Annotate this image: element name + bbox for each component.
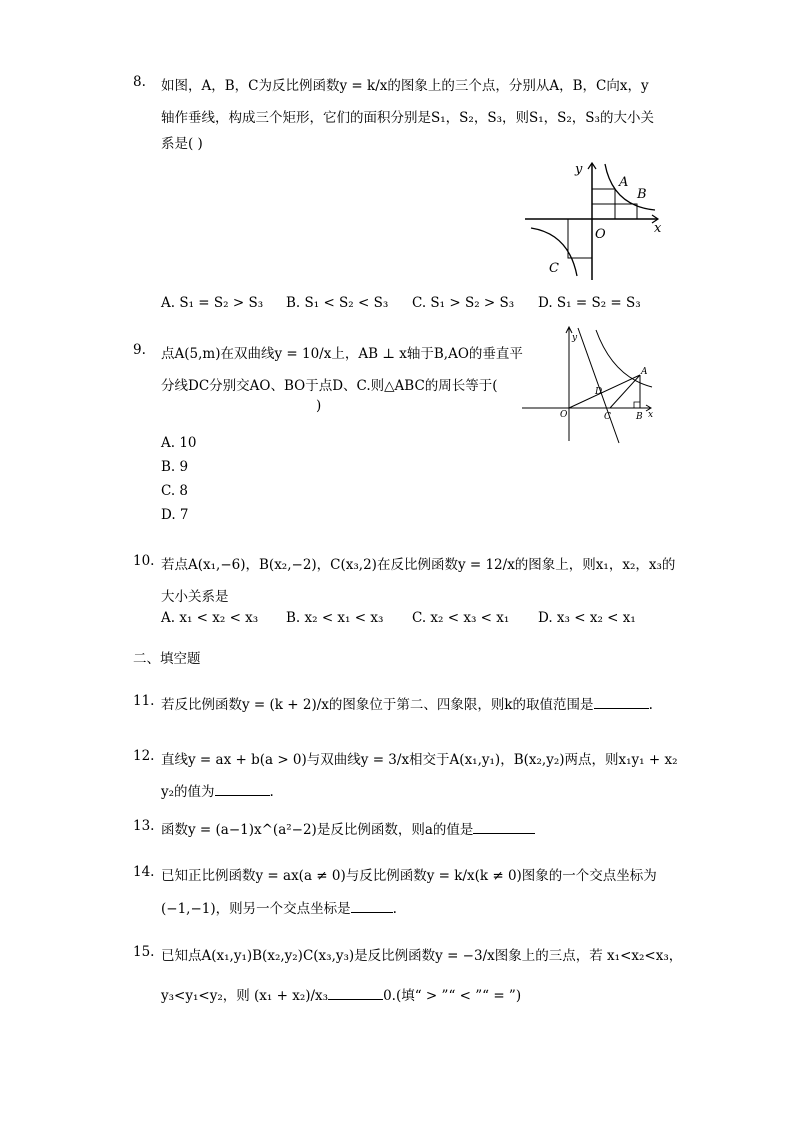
- option-a: A. S₁ = S₂ > S₃: [161, 295, 264, 311]
- question-number: 15.: [133, 944, 155, 960]
- question-text-line-2: 分线DC分别交AO、BO于点D、C.则△ABC的周长等于(: [161, 378, 498, 394]
- question-text-end: .: [392, 901, 397, 917]
- question-text-line-1: [161, 818, 535, 838]
- option-d: D. S₁ = S₂ = S₃: [538, 295, 641, 311]
- answer-blank[interactable]: [351, 900, 393, 913]
- question-text-line-1: 若点A(x₁,−6)，B(x₂,−2)，C(x₃,2)在反比例函数y = 12/x的图象上，则x₁，x₂，x₃的: [161, 557, 676, 573]
- fig-label-y: y: [572, 333, 578, 343]
- answer-blank[interactable]: [328, 987, 383, 1000]
- option-c: C. 8: [161, 483, 189, 499]
- question-number: 11.: [133, 693, 155, 709]
- fig-label-x: x: [654, 221, 662, 236]
- option-c: C. S₁ > S₂ > S₃: [412, 295, 515, 311]
- question-text-line-2: [161, 984, 521, 1004]
- question-text-line-2: [161, 897, 397, 917]
- option-b: B. 9: [161, 459, 189, 475]
- question-text: y₃<y₁<y₂，则 (x₁ + x₂)/x₃: [161, 988, 329, 1004]
- question-text-line-1: 已知正比例函数y = ax(a ≠ 0)与反比例函数y = k/x(k ≠ 0)图象的一个交点坐标为: [161, 868, 657, 884]
- question-number: 10.: [133, 553, 155, 569]
- question-text: 函数y = (a−1)x^(a²−2)是反比例函数，则a的值是: [161, 822, 474, 838]
- option-b: B. x₂ < x₁ < x₃: [286, 610, 384, 626]
- question-text-line-3: 系是( ): [161, 136, 203, 152]
- question-text-line-2: 轴作垂线，构成三个矩形，它们的面积分别是S₁，S₂，S₃，则S₁，S₂，S₃的大小关: [161, 110, 654, 126]
- question-number: 14.: [133, 864, 155, 880]
- question-number: 13.: [133, 818, 155, 834]
- fig-label-b: B: [636, 412, 643, 422]
- fig-label-x: x: [648, 410, 654, 420]
- option-a: A. 10: [161, 435, 197, 451]
- option-b: B. S₁ < S₂ < S₃: [286, 295, 389, 311]
- question-text-end: .: [648, 697, 653, 713]
- question-text: y₂的值为: [161, 784, 215, 800]
- question-text-line-1: [161, 693, 653, 713]
- question-text-line-1: 点A(5,m)在双曲线y = 10/x上，AB ⊥ x轴于B,AO的垂直平: [161, 346, 523, 362]
- fig-label-d: D: [595, 387, 603, 397]
- fig-label-o: O: [560, 410, 568, 420]
- question-number: 12.: [133, 748, 155, 764]
- answer-blank[interactable]: [594, 696, 649, 709]
- q9-figure: [520, 325, 660, 445]
- question-text-line-2: [161, 780, 274, 800]
- fig-label-o: O: [595, 227, 606, 242]
- question-text-end: 0.(填“ > ”“ < ”“ = ”): [383, 988, 522, 1004]
- fig-label-a: A: [619, 175, 629, 190]
- question-text-line-1: 直线y = ax + b(a > 0)与双曲线y = 3/x相交于A(x₁,y₁)，B(x₂,y₂)两点，则x₁y₁ + x₂: [161, 752, 678, 768]
- section-heading: 二、填空题: [133, 651, 201, 667]
- question-text: 若反比例函数y = (k + 2)/x的图象位于第二、四象限，则k的取值范围是: [161, 697, 594, 713]
- fig-label-a: A: [641, 367, 648, 377]
- fig-label-b: B: [637, 187, 647, 202]
- question-text-line-2: 大小关系是: [161, 589, 229, 605]
- question-text: (−1,−1)，则另一个交点坐标是: [161, 901, 351, 917]
- option-c: C. x₂ < x₃ < x₁: [412, 610, 510, 626]
- q8-figure: [525, 158, 670, 283]
- answer-blank[interactable]: [473, 821, 535, 834]
- option-d: D. 7: [161, 507, 189, 523]
- fig-label-c: C: [549, 261, 559, 276]
- question-text-line-3: ): [316, 398, 322, 414]
- question-text-line-1: 如图，A，B，C为反比例函数y = k/x的图象上的三个点，分别从A，B，C向x，y: [161, 78, 649, 94]
- question-number: 9.: [133, 342, 146, 358]
- question-text-line-1: 已知点A(x₁,y₁)B(x₂,y₂)C(x₃,y₃)是反比例函数y = −3/x图象上的三点，若 x₁<x₂<x₃，: [161, 948, 683, 964]
- option-a: A. x₁ < x₂ < x₃: [161, 610, 259, 626]
- option-d: D. x₃ < x₂ < x₁: [538, 610, 636, 626]
- question-text-end: .: [269, 784, 274, 800]
- question-number: 8.: [133, 74, 146, 90]
- fig-label-y: y: [575, 162, 583, 177]
- answer-blank[interactable]: [215, 783, 270, 796]
- fig-label-c: C: [604, 412, 611, 422]
